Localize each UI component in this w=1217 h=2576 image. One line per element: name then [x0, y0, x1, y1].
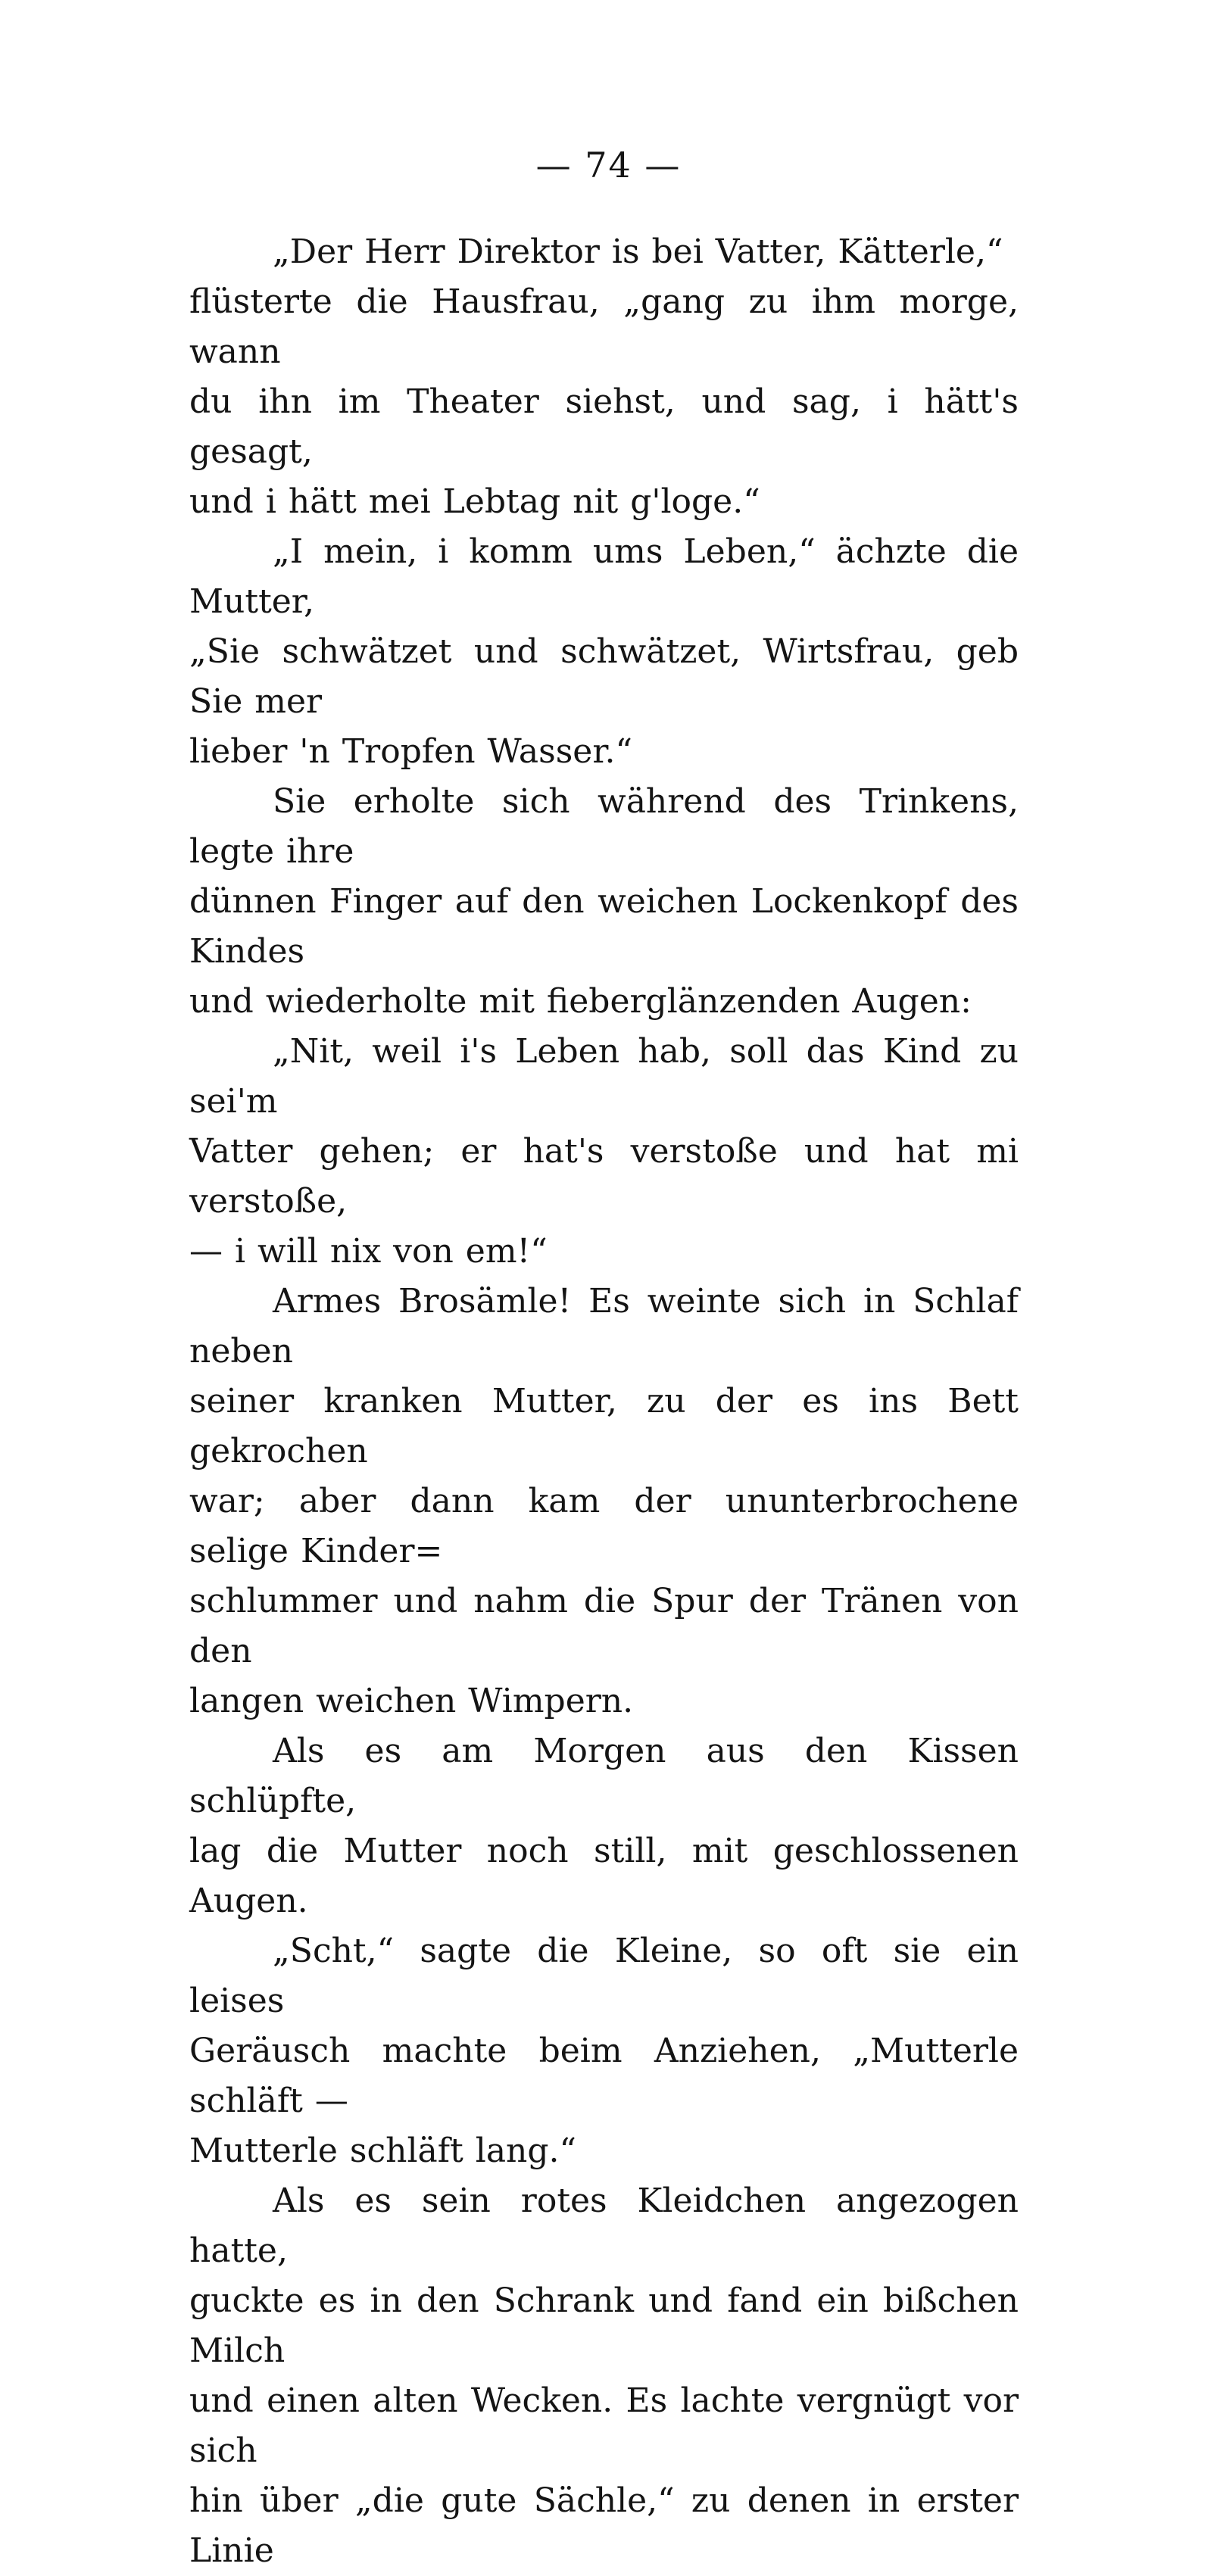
text-line: langen weichen Wimpern. [189, 1682, 634, 1720]
paragraph [189, 227, 1019, 527]
text-line: Armes Brosämle! Es weinte sich in Schlaf neben [189, 1282, 1019, 1371]
text-line: schlummer und nahm die Spur der Tränen von den [189, 1582, 1019, 1670]
text-line: lieber 'n Tropfen Wasser.“ [189, 732, 633, 771]
text-line: Als es am Morgen aus den Kissen schlüpfte, [189, 1732, 1019, 1820]
text-line: flüsterte die Hausfrau, „gang zu ihm morge, wann [189, 282, 1019, 371]
text-line: „I mein, i komm ums Leben,“ ächzte die Mutter, [189, 532, 1019, 621]
text-line: Sie erholte sich während des Trinkens, legte ihre [189, 782, 1019, 871]
body-text [189, 227, 1019, 2576]
paragraph [189, 527, 1019, 777]
paragraph [189, 2176, 1019, 2576]
paragraph [189, 777, 1019, 1027]
text-line: Geräusch machte beim Anziehen, „Mutterle schläft — [189, 2032, 1019, 2120]
text-line: dünnen Finger auf den weichen Lockenkopf des Kindes [189, 882, 1019, 971]
text-line: und i hätt mei Lebtag nit g'loge.“ [189, 482, 760, 521]
text-line: guckte es in den Schrank und fand ein bißchen Milch [189, 2281, 1019, 2370]
page-number: — 74 — [535, 145, 682, 186]
paragraph [189, 1027, 1019, 1277]
text-line: seiner kranken Mutter, zu der es ins Bett gekrochen [189, 1382, 1019, 1470]
text-line: lag die Mutter noch still, mit geschlossenen Augen. [189, 1832, 1019, 1920]
text-line: „Der Herr Direktor is bei Vatter, Kätterle,“ [273, 232, 1003, 271]
text-line: „Sie schwätzet und schwätzet, Wirtsfrau, geb Sie mer [189, 632, 1019, 721]
text-line: hin über „die gute Sächle,“ zu denen in erster Linie [189, 2481, 1019, 2570]
text-line: Als es sein rotes Kleidchen angezogen hatte, [189, 2181, 1019, 2270]
text-line: — i will nix von em!“ [189, 1232, 548, 1271]
text-line: und einen alten Wecken. Es lachte vergnügt vor sich [189, 2381, 1019, 2470]
paragraph [189, 1277, 1019, 1726]
text-line: du ihn im Theater siehst, und sag, i hätt's gesagt, [189, 382, 1019, 471]
text-line: „Nit, weil i's Leben hab, soll das Kind zu sei'm [189, 1032, 1019, 1121]
text-line: Vatter gehen; er hat's verstoße und hat mi verstoße, [189, 1132, 1019, 1221]
paragraph [189, 1926, 1019, 2176]
paragraph [189, 1726, 1019, 1926]
text-line: Mutterle schläft lang.“ [189, 2132, 577, 2170]
text-line: „Scht,“ sagte die Kleine, so oft sie ein leises [189, 1932, 1019, 2020]
text-line: war; aber dann kam der ununterbrochene selige Kinder= [189, 1482, 1019, 1570]
text-line: und wiederholte mit fieberglänzenden Augen: [189, 982, 972, 1021]
